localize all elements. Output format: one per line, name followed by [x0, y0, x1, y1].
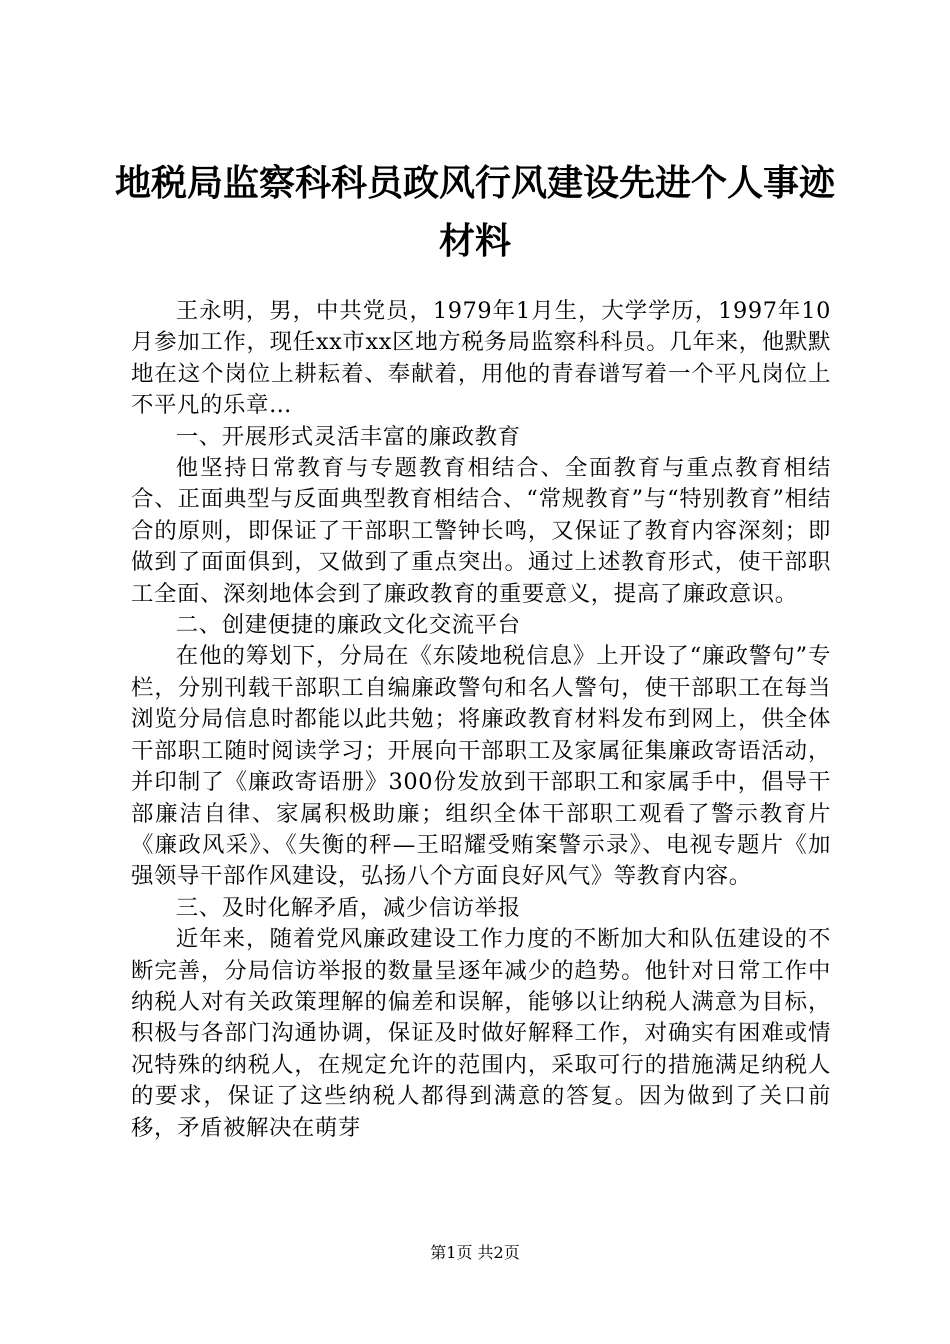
- section-paragraph-2: 在他的筹划下，分局在《东陵地税信息》上开设了“廉政警句”专栏，分别刊载干部职工自编廉政警句和名人警句，使干部职工在每当浏览分局信息时都能以此共勉；将廉政教育材料发布到网上，供全体干部职工随时阅读学习；开展向干部职工及家属征集廉政寄语活动，并印制了《廉政寄语册》300份发放到干部职工和家属手中，倡导干部廉洁自律、家属积极助廉；组织全体干部职工观看了警示教育片《廉政风采》、《失衡的秤—王昭耀受贿案警示录》、电视专题片《加强领导干部作风建设，弘扬八个方面良好风气》等教育内容。: [131, 643, 831, 890]
- document-title-line-2: 材料: [438, 221, 511, 262]
- section-heading-3: 三、及时化解矛盾，减少信访举报: [175, 894, 521, 921]
- section-heading-1: 一、开展形式灵活丰富的廉政教育: [175, 423, 521, 450]
- document-body: [131, 296, 831, 1144]
- intro-paragraph: 王永明，男，中共党员，1979年1月生，大学学历，1997年10月参加工作，现任xx市xx区地方税务局监察科科员。几年来，他默默地在这个岗位上耕耘着、奉献着，用他的青春谱写着一个平凡岗位上不平凡的乐章…: [131, 298, 831, 419]
- section-heading-2: 二、创建便捷的廉政文化交流平台: [175, 612, 521, 639]
- section-paragraph-1: 他坚持日常教育与专题教育相结合、全面教育与重点教育相结合、正面典型与反面典型教育相结合、“常规教育”与“特别教育”相结合的原则，即保证了干部职工警钟长鸣，又保证了教育内容深刻；即做到了面面俱到，又做到了重点突出。通过上述教育形式，使干部职工全面、深刻地体会到了廉政教育的重要意义，提高了廉政意识。: [131, 455, 831, 607]
- section-paragraph-3: 近年来，随着党风廉政建设工作力度的不断加大和队伍建设的不断完善，分局信访举报的数量呈逐年减少的趋势。他针对日常工作中纳税人对有关政策理解的偏差和误解，能够以让纳税人满意为目标，积极与各部门沟通协调，保证及时做好解释工作，对确实有困难或情况特殊的纳税人，在规定允许的范围内，采取可行的措施满足纳税人的要求，保证了这些纳税人都得到满意的答复。因为做到了关口前移，矛盾被解决在萌芽: [131, 926, 831, 1141]
- document-title-line-1: 地税局监察科科员政风行风建设先进个人事迹: [114, 163, 835, 204]
- page-footer: 第1页 共2页: [430, 1243, 520, 1262]
